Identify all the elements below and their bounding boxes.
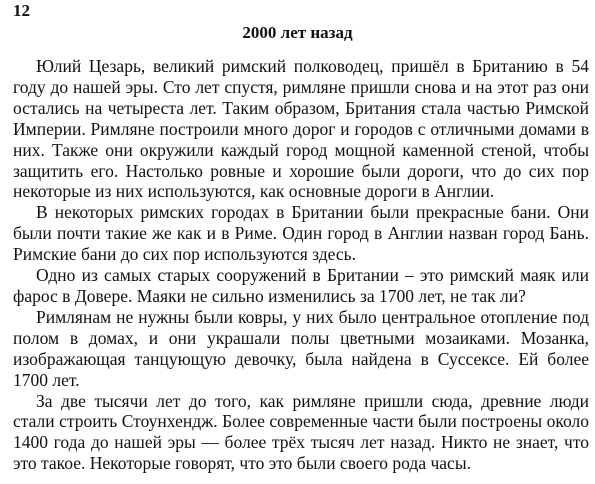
article-body <box>13 56 589 474</box>
paragraph-mosaics: Римлянам не нужны были ковры, у них было центральное отопление под полом в домах, и они украшали полы цветными мозаиками. Мозанка, изображающая танцующую девочку, была найдена в Суссексе. Ей более 1700 лет. <box>13 306 589 390</box>
page-title: 2000 лет назад <box>242 23 353 42</box>
paragraph-stonehenge: За две тысячи лет до того, как римляне пришли сюда, древние люди стали строить Стоунхендж. Более современные части были построены около 1400 года до нашей эры — более трёх тысяч лет назад. Никто не знает, что это такое. Некоторые говорят, что это были своего рода часы. <box>13 390 589 474</box>
paragraph-lighthouse: Одно из самых старых сооружений в Британии – это римский маяк или фарос в Довере. Маяки не сильно изменились за 1700 лет, не так ли? <box>13 265 589 306</box>
paragraph-baths: В некоторых римских городах в Британии были прекрасные бани. Они были почти такие же как и в Риме. Один город в Англии назван город Бань. Римские бани до сих пор используются здесь. <box>13 202 589 265</box>
page-number: 12 <box>13 1 30 20</box>
paragraph-caesar: Юлий Цезарь, великий римский полководец, пришёл в Британию в 54 году до нашей эры. Сто лет спустя, римляне пришли снова и на этот раз они остались на четыреста лет. Таким образом, Британия стала частью Римской Империи. Римляне построили много дорог и городов с отличными домами в них. Также они окружили каждый город мощной каменной стеной, чтобы защитить его. Настолько ровные и хорошие были дороги, что до сих пор некоторые из них используются, как основные дороги в Англии. <box>13 56 589 202</box>
